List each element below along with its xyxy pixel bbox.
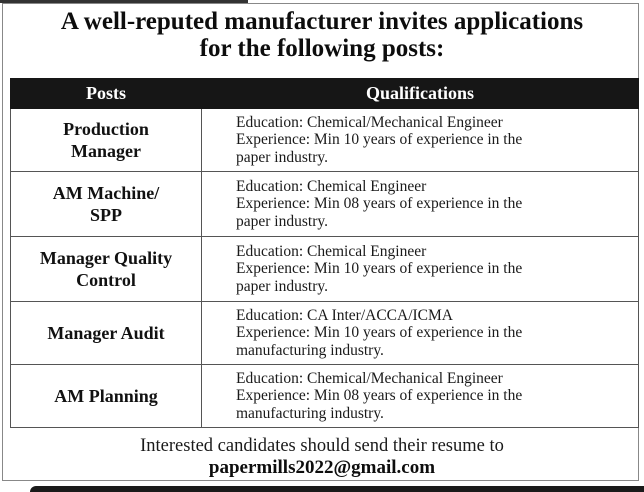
experience-text: Experience: Min 08 years of experience in the: [236, 195, 523, 213]
education-text: Education: Chemical Engineer: [236, 177, 427, 195]
experience-text-continued: manufacturing industry.: [236, 404, 384, 422]
post-name-cell: [11, 237, 202, 302]
headline: [0, 8, 644, 62]
post-name-line: Production: [63, 119, 149, 139]
application-instruction: Interested candidates should send their resume to: [140, 436, 504, 456]
post-name-line: Manager Quality: [39, 248, 173, 268]
column-header-qualifications: Qualifications: [202, 79, 639, 109]
post-name-line: Manager: [71, 141, 141, 161]
headline-line-1: A well-reputed manufacturer invites applications: [60, 8, 584, 35]
qualifications-cell: [202, 237, 639, 302]
post-name-line: AM Machine/: [52, 183, 160, 203]
education-text: Education: Chemical Engineer: [236, 242, 427, 260]
education-text: Education: Chemical/Mechanical Engineer: [236, 369, 503, 387]
post-name-cell: [11, 109, 202, 172]
post-name-cell: [11, 302, 202, 365]
education-text: Education: Chemical/Mechanical Engineer: [236, 113, 503, 131]
experience-text-continued: manufacturing industry.: [236, 341, 384, 359]
table-header-row: [11, 79, 639, 109]
experience-text-continued: paper industry.: [236, 212, 328, 230]
post-name-cell: [11, 365, 202, 428]
post-name-cell: [11, 172, 202, 237]
post-name-line: AM Planning: [54, 386, 158, 406]
qualifications-cell: [202, 172, 639, 237]
post-name-line: Manager Audit: [47, 323, 165, 343]
contact-email[interactable]: papermills2022@gmail.com: [208, 457, 436, 478]
post-name-line: Control: [76, 270, 136, 290]
bottom-bar: [30, 486, 644, 492]
headline-line-2: for the following posts:: [199, 35, 445, 62]
table-row: [11, 302, 639, 365]
experience-text: Experience: Min 08 years of experience in the: [236, 387, 523, 405]
experience-text: Experience: Min 10 years of experience in the: [236, 260, 523, 278]
experience-text-continued: paper industry.: [236, 277, 328, 295]
table-row: [11, 109, 639, 172]
table-row: [11, 365, 639, 428]
table-row: [11, 237, 639, 302]
qualifications-cell: [202, 109, 639, 172]
posts-table: [10, 78, 639, 428]
qualifications-cell: [202, 365, 639, 428]
column-header-posts: Posts: [11, 79, 202, 109]
post-name-line: SPP: [89, 205, 122, 225]
experience-text: Experience: Min 10 years of experience in the: [236, 324, 523, 342]
qualifications-cell: [202, 302, 639, 365]
experience-text-continued: paper industry.: [236, 148, 328, 166]
experience-text: Experience: Min 10 years of experience in the: [236, 131, 523, 149]
education-text: Education: CA Inter/ACCA/ICMA: [236, 306, 453, 324]
table-row: [11, 172, 639, 237]
